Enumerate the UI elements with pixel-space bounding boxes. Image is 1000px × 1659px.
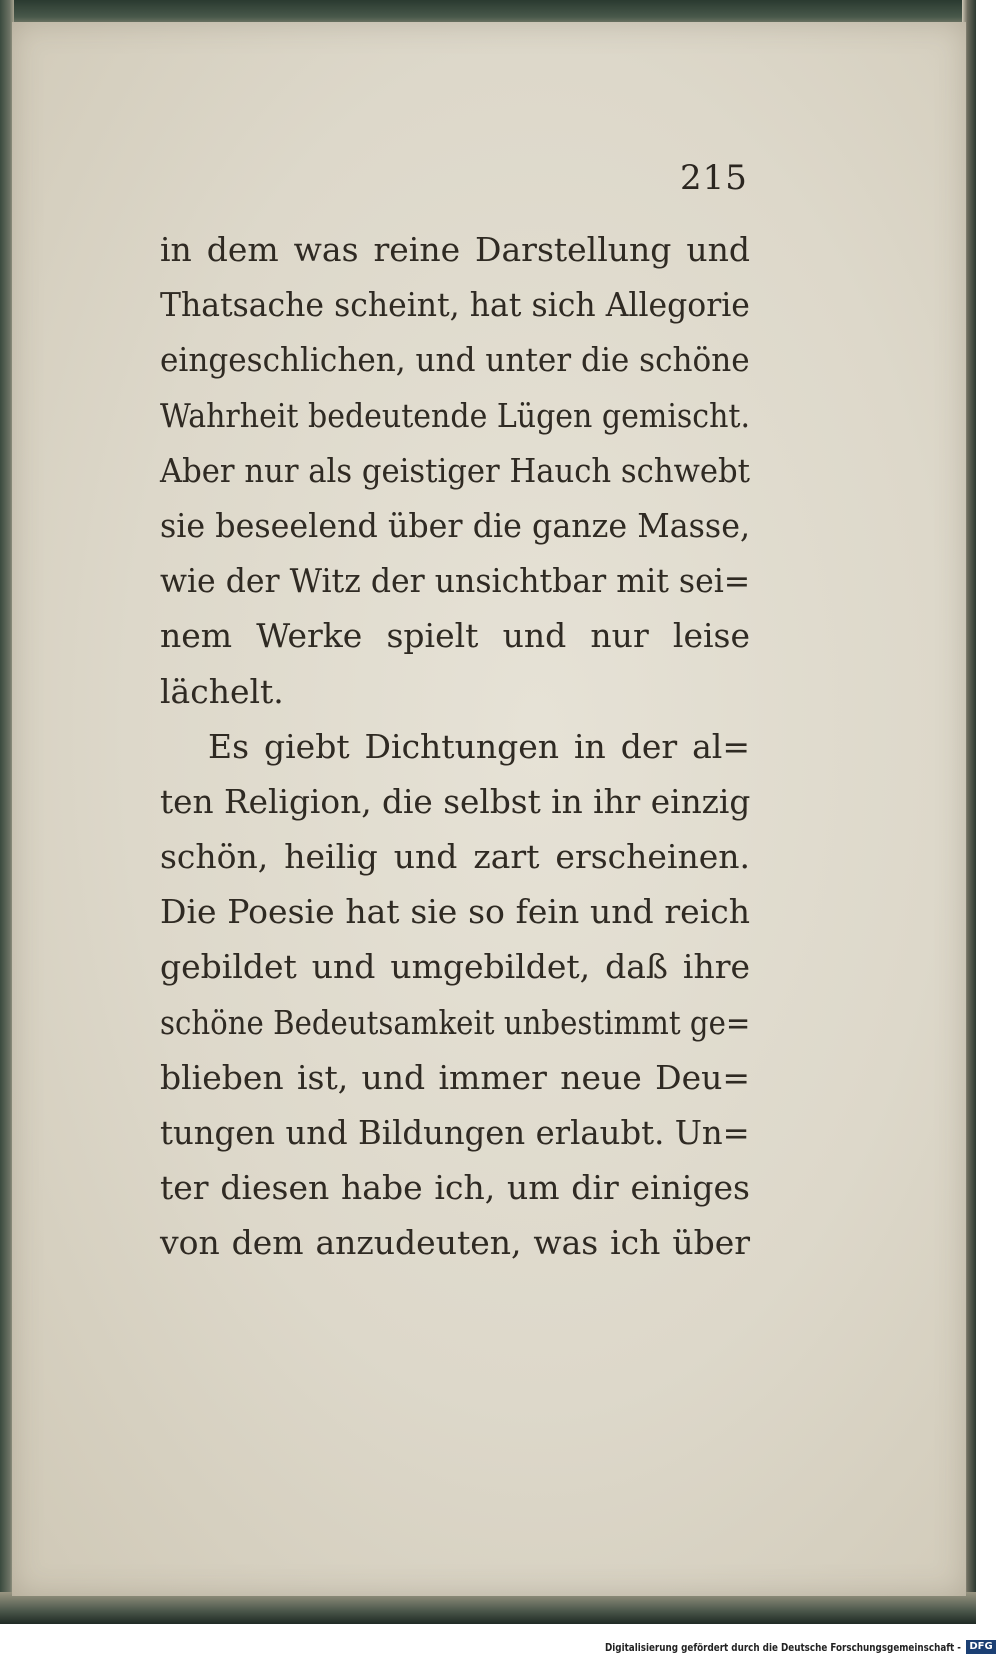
text-line: tungen und Bildungen erlaubt. Un=	[160, 1113, 750, 1152]
text-line: nem Werke spielt und nur leise	[160, 616, 750, 656]
text-line: sie beseelend über die ganze Masse,	[160, 505, 751, 545]
text-line: Aber nur als geistiger Hauch schwebt	[160, 450, 750, 490]
text-line: lächelt.	[160, 671, 284, 711]
text-line: Thatsache scheint, hat sich Allegorie	[160, 285, 750, 325]
body-text	[160, 222, 750, 1271]
text-line: eingeschlichen, und unter die schöne	[160, 340, 750, 380]
page-number: 215	[680, 158, 748, 198]
digitization-credit: Digitalisierung gefördert durch die Deutsche Forschungsgemeinschaft -	[605, 1641, 961, 1654]
text-line: gebildet und umgebildet, daß ihre	[160, 947, 750, 987]
text-line: Die Poesie hat sie so fein und reich	[160, 892, 750, 932]
text-line: ten Religion, die selbst in ihr einzig	[160, 781, 751, 821]
text-line: von dem anzudeuten, was ich über	[160, 1223, 750, 1263]
text-line: Wahrheit bedeutende Lügen gemischt.	[160, 395, 751, 435]
text-line: blieben ist, und immer neue Deu=	[160, 1057, 750, 1097]
text-line: Es giebt Dichtungen in der al=	[208, 726, 750, 766]
dfg-logo: DFG	[966, 1640, 996, 1654]
text-line: wie der Witz der unsichtbar mit sei=	[160, 561, 751, 601]
text-line: ter diesen habe ich, um dir einiges	[160, 1168, 750, 1208]
text-line: schöne Bedeutsamkeit unbestimmt ge=	[160, 1002, 751, 1042]
book-cover-edge-bottom	[0, 1592, 976, 1624]
text-line: schön, heilig und zart erscheinen.	[160, 837, 750, 877]
text-line: in dem was reine Darstellung und	[160, 230, 750, 269]
